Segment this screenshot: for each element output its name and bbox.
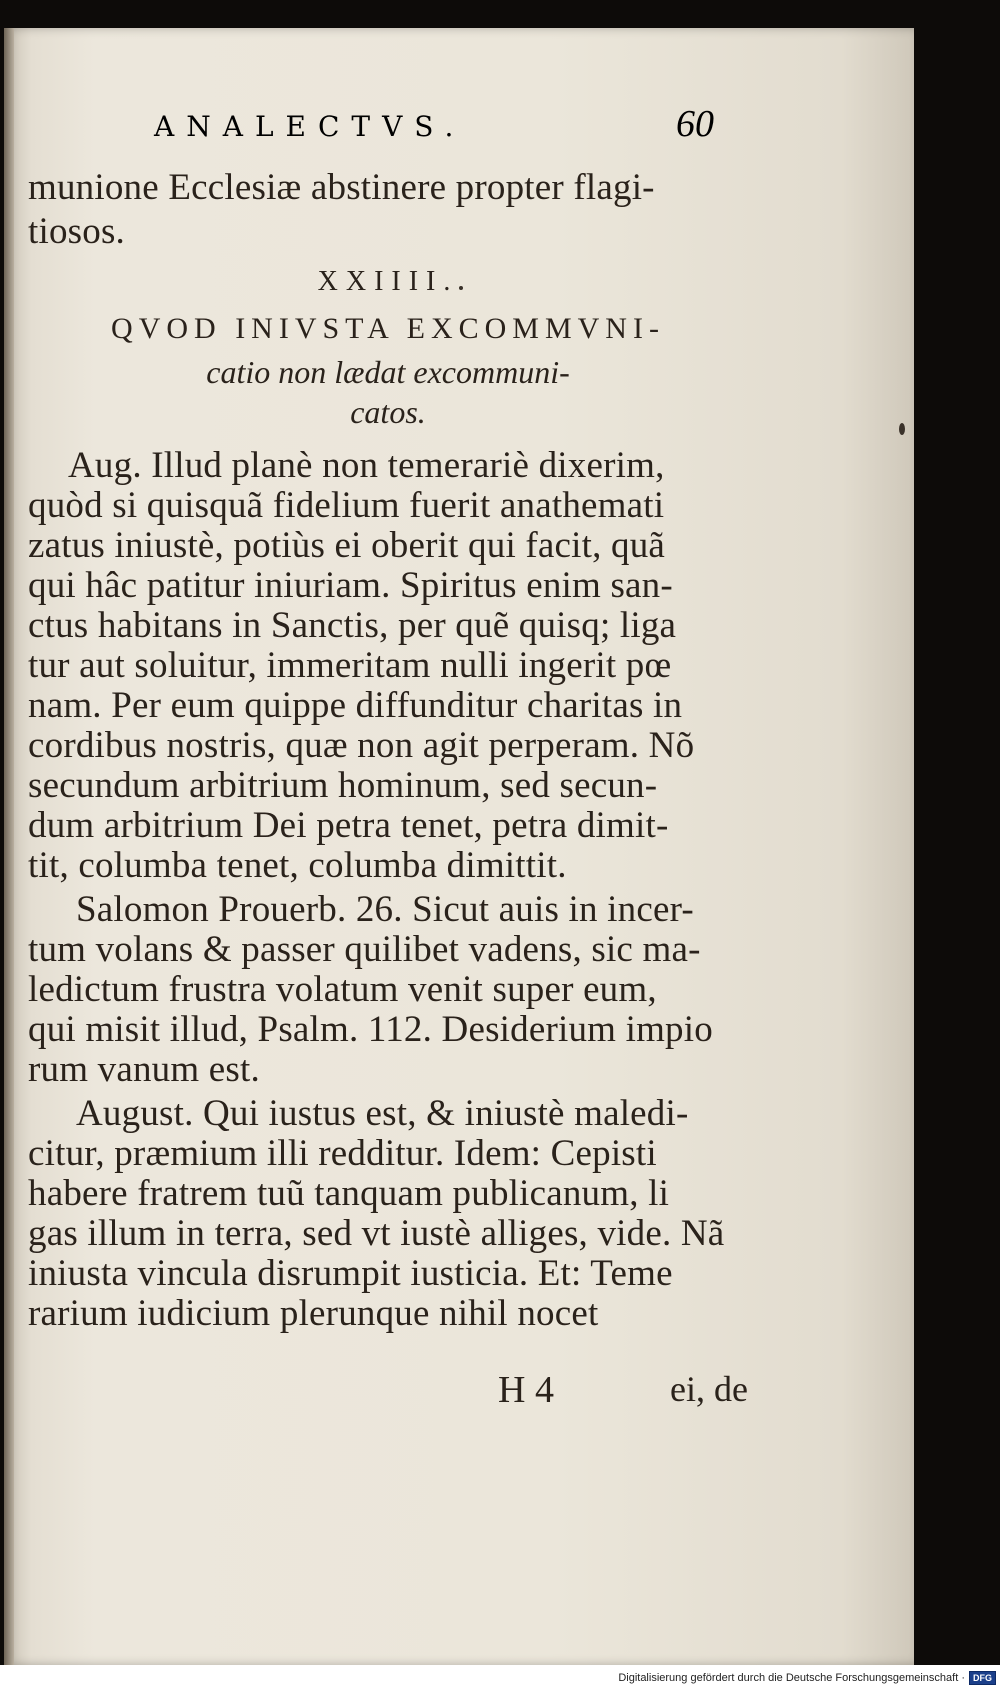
book-page [4, 28, 914, 1665]
text-line: dum arbitrium Dei petra tenet, petra dimit- [28, 805, 669, 846]
text-line: tur aut soluitur, immeritam nulli ingerit pœ [28, 645, 672, 686]
text-line: habere fratrem tuũ tanquam publicanum, li [28, 1173, 670, 1214]
page-number: 60 [676, 103, 714, 145]
digitization-credit [618, 1670, 996, 1686]
text-line: nam. Per eum quippe diffunditur charitas in [28, 685, 683, 726]
text-line: tiosos. [28, 211, 126, 252]
catchword: ei, de [670, 1369, 748, 1409]
ink-speck [899, 423, 905, 435]
running-head-title: ANALECTVS. [154, 110, 466, 143]
page-gutter-edge [4, 28, 14, 1665]
credit-text: Digitalisierung gefördert durch die Deutsche Forschungsgemeinschaft · [618, 1672, 965, 1684]
text-line: iniusta vincula disrumpit iusticia. Et: Teme [28, 1253, 673, 1294]
text-line: qui misit illud, Psalm. 112. Desiderium impio [28, 1009, 713, 1050]
text-line: qui hâc patitur iniuriam. Spiritus enim san- [28, 565, 673, 606]
running-head [154, 102, 714, 154]
text-line: ledictum frustra volatum venit super eum, [28, 969, 657, 1010]
text-line: ctus habitans in Sanctis, per quẽ quisq; liga [28, 605, 677, 646]
text-line: rum vanum est. [28, 1049, 260, 1090]
text-line: Salomon Prouerb. 26. Sicut auis in incer- [76, 889, 694, 930]
ink-speck [459, 286, 463, 290]
text-line: August. Qui iustus est, & iniustè maledi- [76, 1093, 689, 1134]
section-heading-italic: catio non lædat excommuni- [206, 354, 570, 390]
text-line: Aug. Illud planè non temerariè dixerim, [68, 445, 665, 486]
text-line: citur, præmium illi redditur. Idem: Cepisti [28, 1133, 657, 1174]
text-line: gas illum in terra, sed vt iustè alliges, vide. Nã [28, 1213, 725, 1254]
page-footer [28, 1368, 748, 1418]
dfg-logo: DFG [969, 1671, 996, 1685]
text-line: tum volans & passer quilibet vadens, sic ma- [28, 929, 701, 970]
section-heading: QVOD INIVSTA EXCOMMVNI- [111, 312, 665, 345]
text-line: secundum arbitrium hominum, sed secun- [28, 765, 658, 806]
section-heading-italic: catos. [350, 394, 426, 430]
text-line: munione Ecclesiæ abstinere propter flagi- [28, 167, 655, 208]
text-line: cordibus nostris, quæ non agit perperam. Nõ [28, 725, 695, 766]
text-line: zatus iniustè, potiùs ei oberit qui facit, quã [28, 525, 666, 566]
section-number: XXIIII. [317, 266, 459, 297]
text-line: tit, columba tenet, columba dimittit. [28, 845, 567, 886]
signature-mark: H 4 [498, 1369, 554, 1411]
text-line: rarium iudicium plerunque nihil nocet [28, 1293, 599, 1334]
text-line: quòd si quisquã fidelium fuerit anathemati [28, 485, 665, 526]
